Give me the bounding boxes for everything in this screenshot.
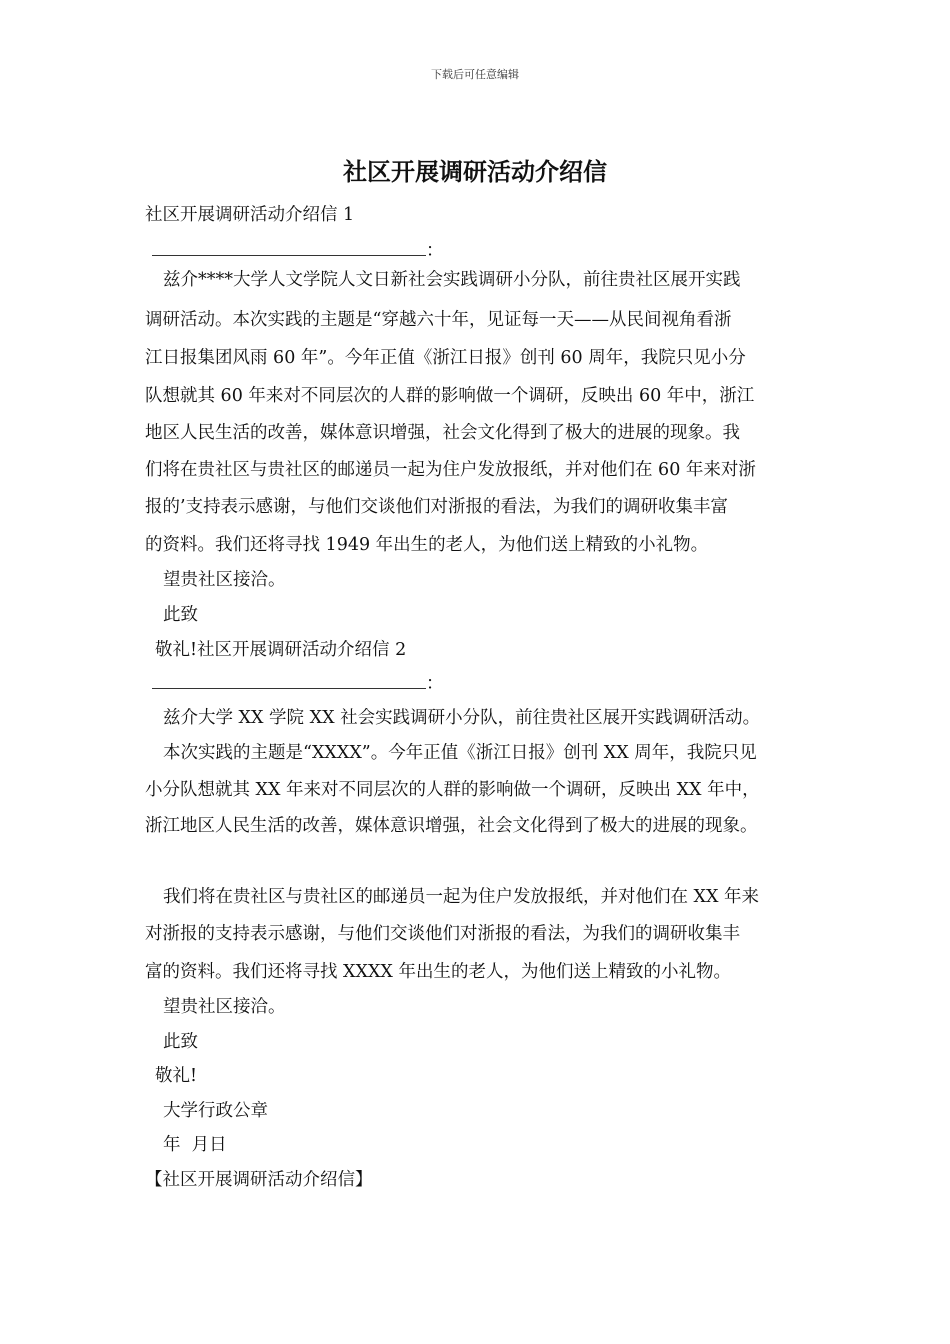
addressee-blank — [152, 241, 426, 256]
page-header: 下载后可任意编辑 — [431, 68, 519, 81]
letter2-salute: 敬礼! — [155, 1066, 198, 1086]
signature-seal: 大学行政公章 — [163, 1101, 268, 1121]
document-title: 社区开展调研活动介绍信 — [343, 157, 607, 186]
letter1-closing: 此致 — [163, 605, 198, 625]
letter1-salute-heading2: 敬礼!社区开展调研活动介绍信 2 — [155, 640, 407, 660]
letter1-body-line: 江日报集团风雨 60 年”。今年正值《浙江日报》创刊 60 周年，我院只见小分 — [145, 348, 746, 368]
letter2-para2-line: 富的资料。我们还将寻找 XXXX 年出生的老人，为他们送上精致的小礼物。 — [145, 962, 731, 982]
letter-date: 年 月日 — [163, 1135, 227, 1155]
addressee-colon: ： — [426, 241, 444, 261]
letter2-para1-line: 浙江地区人民生活的改善，媒体意识增强，社会文化得到了极大的进展的现象。 — [145, 816, 758, 836]
letter1-body-line: 地区人民生活的改善，媒体意识增强，社会文化得到了极大的进展的现象。我 — [145, 423, 740, 443]
addressee-colon: ： — [426, 674, 444, 694]
letter2-para1-line: 小分队想就其 XX 年来对不同层次的人群的影响做一个调研，反映出 XX 年中， — [145, 780, 760, 800]
letter1-heading: 社区开展调研活动介绍信 1 — [145, 205, 355, 225]
letter1-body-line: 的资料。我们还将寻找 1949 年出生的老人，为他们送上精致的小礼物。 — [145, 535, 709, 555]
letter1-addressee-line — [152, 237, 444, 262]
addressee-blank — [152, 674, 426, 689]
document-footer: 【社区开展调研活动介绍信】 — [145, 1170, 373, 1190]
letter2-closing: 此致 — [163, 1032, 198, 1052]
letter2-para2-line: 我们将在贵社区与贵社区的邮递员一起为住户发放报纸，并对他们在 XX 年来 — [163, 887, 760, 907]
letter2-request: 望贵社区接洽。 — [163, 997, 286, 1017]
letter1-body-line: 队想就其 60 年来对不同层次的人群的影响做一个调研，反映出 60 年中，浙江 — [145, 386, 755, 406]
letter1-body-line: 报的’支持表示感谢，与他们交谈他们对浙报的看法，为我们的调研收集丰富 — [145, 497, 729, 517]
letter1-body-line: 兹介****大学人文学院人文日新社会实践调研小分队，前往贵社区展开实践 — [163, 270, 741, 290]
letter2-para2-line: 对浙报的支持表示感谢，与他们交谈他们对浙报的看法，为我们的调研收集丰 — [145, 924, 740, 944]
letter2-para1-line: 本次实践的主题是“XXXX”。今年正值《浙江日报》创刊 XX 周年，我院只见 — [163, 743, 757, 763]
letter1-body-line: 们将在贵社区与贵社区的邮递员一起为住户发放报纸，并对他们在 60 年来对浙 — [145, 460, 756, 480]
letter1-body-line: 调研活动。本次实践的主题是“穿越六十年，见证每一天——从民间视角看浙 — [145, 310, 732, 330]
letter2-intro: 兹介大学 XX 学院 XX 社会实践调研小分队，前往贵社区展开实践调研活动。 — [163, 708, 761, 728]
letter2-addressee-line — [152, 670, 444, 695]
letter1-request: 望贵社区接洽。 — [163, 570, 286, 590]
